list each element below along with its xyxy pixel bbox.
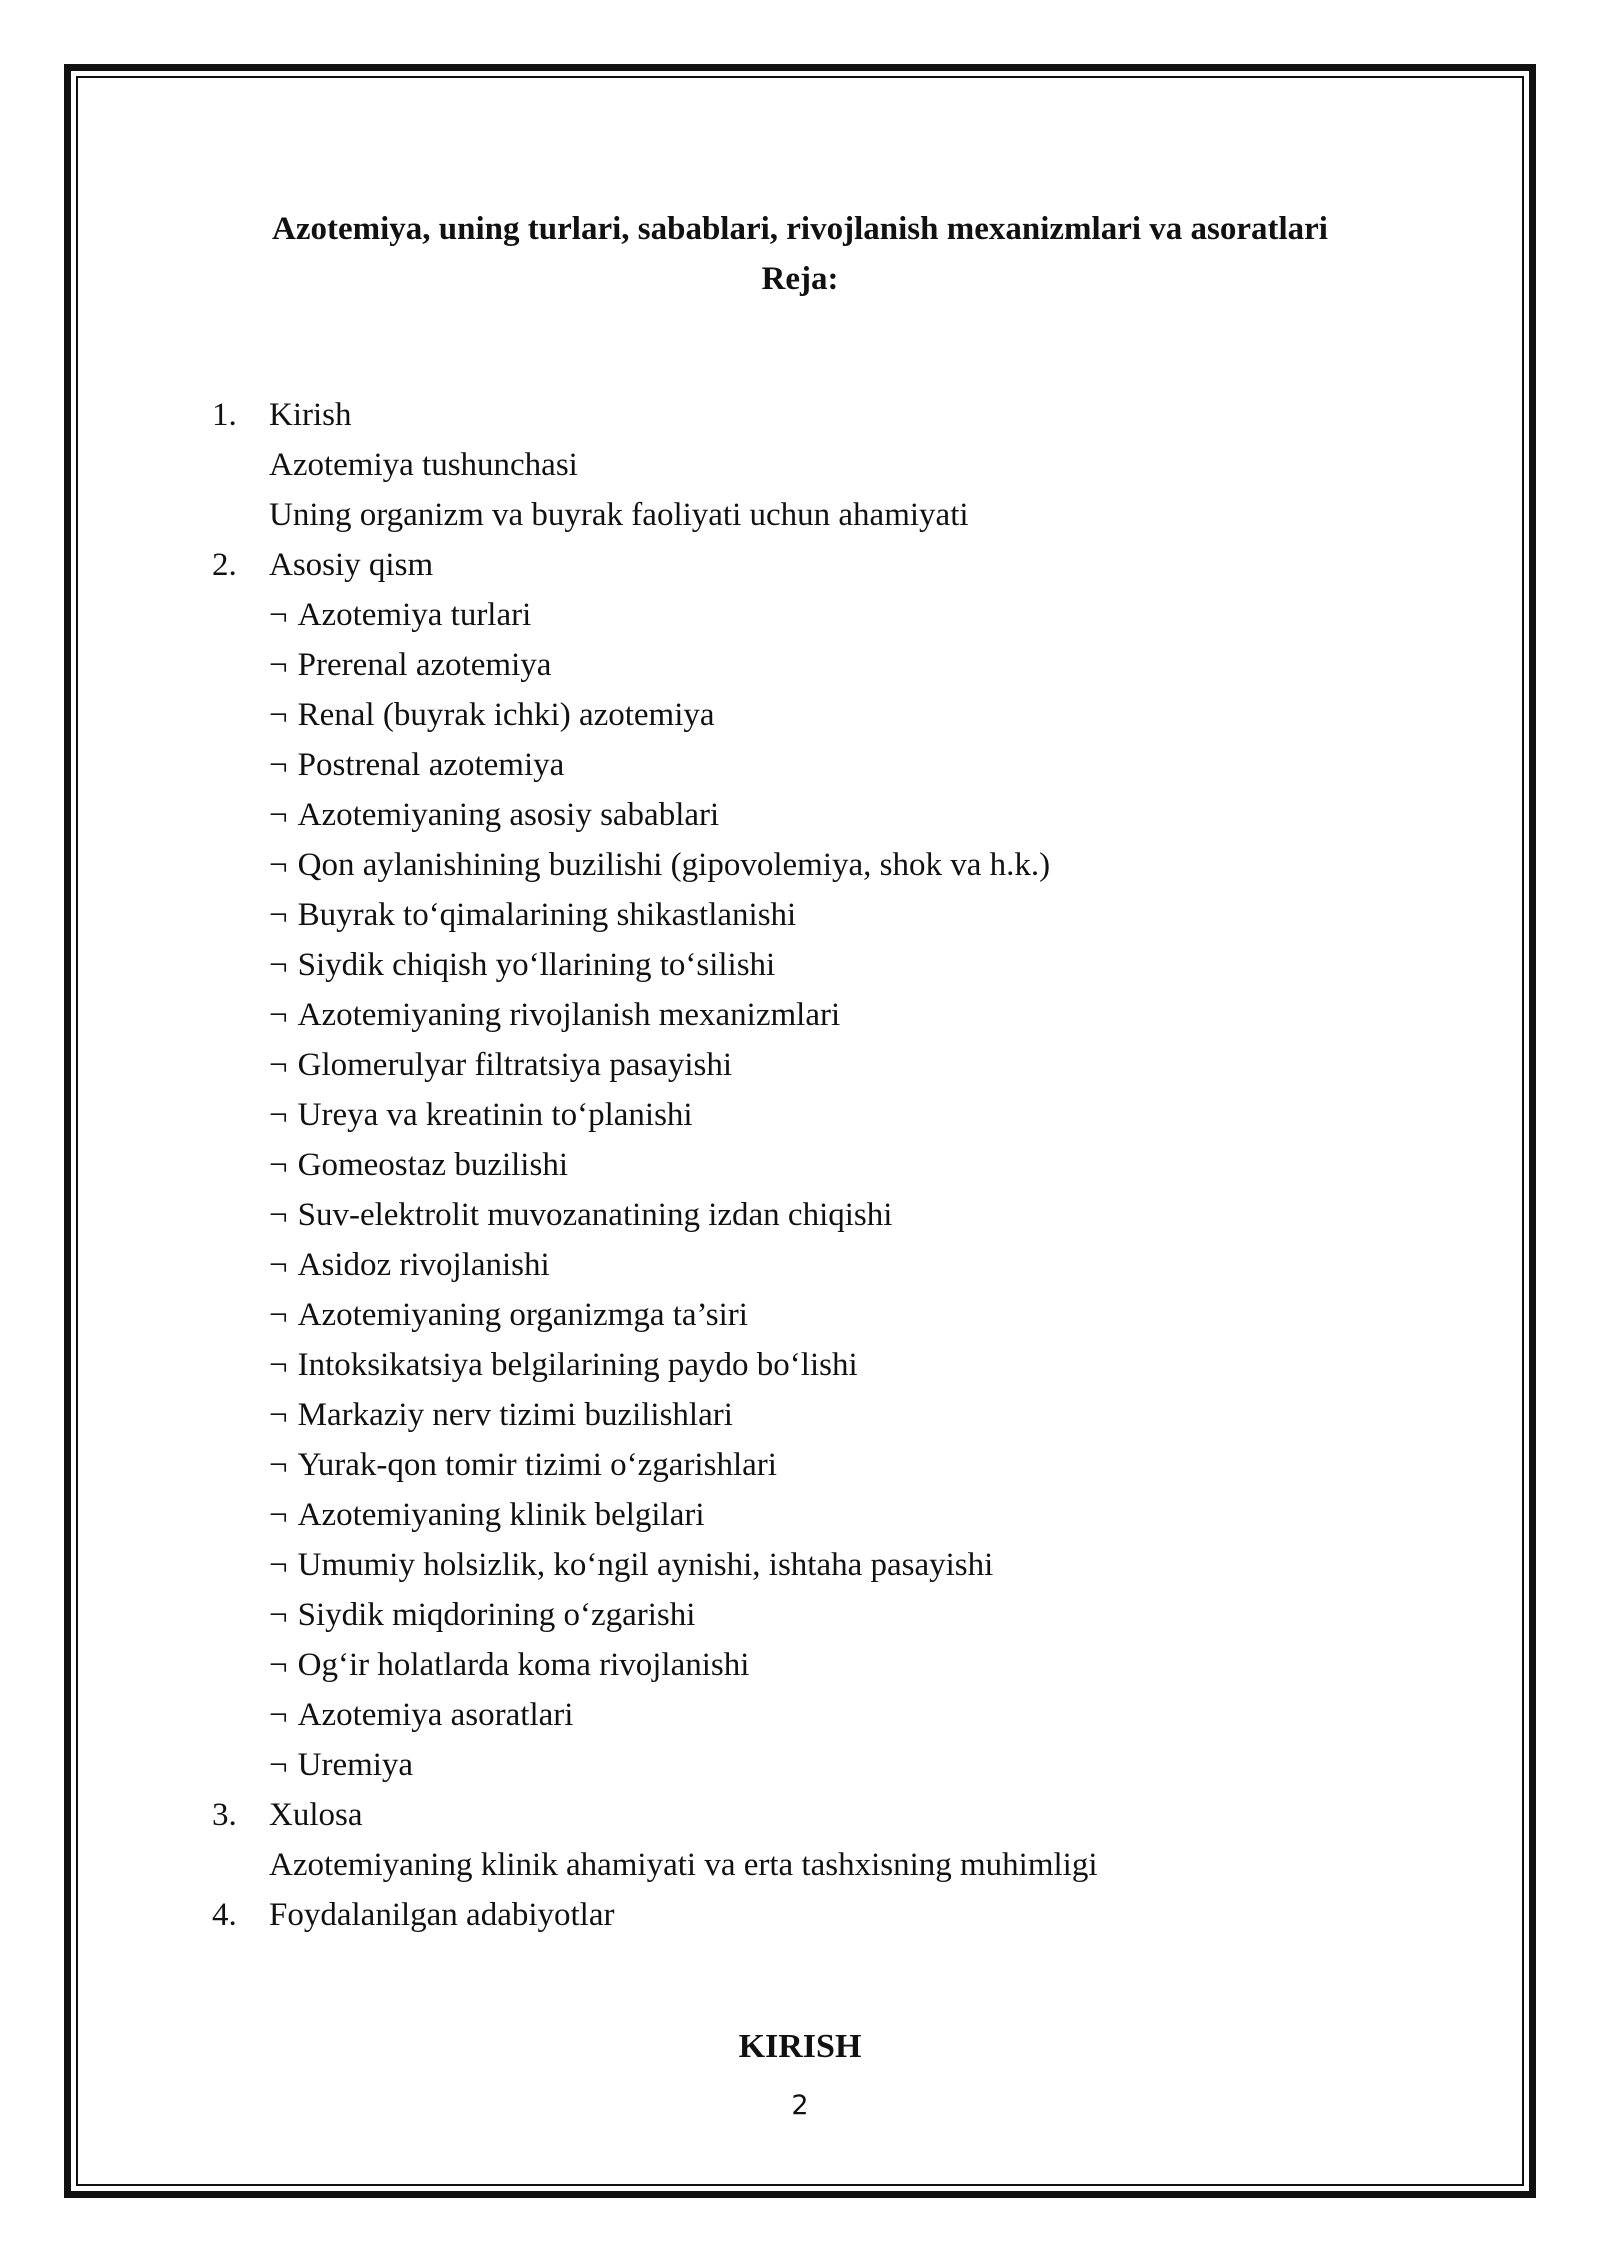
bullet-text: Azotemiyaning asosiy sabablari — [297, 797, 720, 833]
outline-bullet-item — [212, 1690, 1098, 1740]
not-sign-bullet-icon: ¬ — [269, 1697, 288, 1733]
bullet-text: Azotemiyaning klinik belgilari — [297, 1497, 705, 1533]
bullet-text: Glomerulyar filtratsiya pasayishi — [297, 1047, 733, 1083]
outline-bullet-item — [212, 1440, 1098, 1490]
bullet-text: Azotemiyaning rivojlanish mexanizmlari — [297, 997, 841, 1033]
bullet-text: Intoksikatsiya belgilarining paydo bo‘lishi — [297, 1347, 858, 1383]
plan-heading: Reja: — [761, 261, 839, 297]
outline-item — [212, 540, 1098, 590]
outline-item — [212, 1790, 1098, 1840]
outline-bullet-item — [212, 990, 1098, 1040]
outline-bullet-item — [212, 840, 1098, 890]
outline-item — [212, 1890, 1098, 1940]
section-heading: KIRISH — [738, 2028, 862, 2065]
outline-subline: Azotemiya tushunchasi — [269, 447, 578, 483]
bullet-text: Siydik chiqish yo‘llarining to‘silishi — [297, 947, 776, 983]
not-sign-bullet-icon: ¬ — [269, 697, 288, 733]
page-number: 2 — [791, 2090, 809, 2121]
not-sign-bullet-icon: ¬ — [269, 1247, 288, 1283]
outline-bullet-item — [212, 1140, 1098, 1190]
bullet-text: Suv-elektrolit muvozanatining izdan chiqishi — [297, 1197, 893, 1233]
bullet-text: Buyrak to‘qimalarining shikastlanishi — [297, 897, 797, 933]
not-sign-bullet-icon: ¬ — [269, 647, 288, 683]
not-sign-bullet-icon: ¬ — [269, 997, 288, 1033]
outline-bullet-item — [212, 1490, 1098, 1540]
not-sign-bullet-icon: ¬ — [269, 597, 288, 633]
outline-number: 2. — [212, 547, 237, 583]
outline-number: 4. — [212, 1897, 237, 1933]
bullet-text: Azotemiya asoratlari — [297, 1697, 574, 1733]
outline-number: 3. — [212, 1797, 237, 1833]
outline-bullet-item — [212, 1340, 1098, 1390]
outline-subline: Azotemiyaning klinik ahamiyati va erta tashxisning muhimligi — [269, 1847, 1098, 1883]
bullet-text: Renal (buyrak ichki) azotemiya — [297, 697, 715, 733]
not-sign-bullet-icon: ¬ — [269, 1647, 288, 1683]
not-sign-bullet-icon: ¬ — [269, 847, 288, 883]
outline-subline: Uning organizm va buyrak faoliyati uchun ahamiyati — [269, 497, 969, 533]
outline-item — [212, 390, 1098, 440]
bullet-text: Umumiy holsizlik, ko‘ngil aynishi, ishtaha pasayishi — [297, 1547, 994, 1583]
outline-label: Asosiy qism — [269, 547, 434, 583]
outline-bullet-item — [212, 1740, 1098, 1790]
bullet-text: Uremiya — [297, 1747, 414, 1783]
not-sign-bullet-icon: ¬ — [269, 947, 288, 983]
outline-bullet-item — [212, 690, 1098, 740]
not-sign-bullet-icon: ¬ — [269, 1497, 288, 1533]
outline-bullet-item — [212, 590, 1098, 640]
outline-bullet-item — [212, 640, 1098, 690]
not-sign-bullet-icon: ¬ — [269, 1447, 288, 1483]
not-sign-bullet-icon: ¬ — [269, 797, 288, 833]
not-sign-bullet-icon: ¬ — [269, 1047, 288, 1083]
bullet-text: Postrenal azotemiya — [297, 747, 565, 783]
not-sign-bullet-icon: ¬ — [269, 747, 288, 783]
outline-bullet-item — [212, 740, 1098, 790]
outline-bullet-item — [212, 1590, 1098, 1640]
not-sign-bullet-icon: ¬ — [269, 1347, 288, 1383]
not-sign-bullet-icon: ¬ — [269, 1297, 288, 1333]
bullet-text: Qon aylanishining buzilishi (gipovolemiya, shok va h.k.) — [297, 847, 1051, 883]
outline-number: 1. — [212, 397, 237, 433]
table-of-contents — [212, 390, 1098, 1940]
not-sign-bullet-icon: ¬ — [269, 1097, 288, 1133]
not-sign-bullet-icon: ¬ — [269, 1397, 288, 1433]
not-sign-bullet-icon: ¬ — [269, 1197, 288, 1233]
bullet-text: Og‘ir holatlarda koma rivojlanishi — [297, 1647, 750, 1683]
not-sign-bullet-icon: ¬ — [269, 1597, 288, 1633]
outline-label: Foydalanilgan adabiyotlar — [269, 1897, 615, 1933]
outline-bullet-item — [212, 1190, 1098, 1240]
bullet-text: Azotemiyaning organizmga ta’siri — [297, 1297, 748, 1333]
bullet-text: Prerenal azotemiya — [297, 647, 552, 683]
bullet-text: Yurak-qon tomir tizimi o‘zgarishlari — [297, 1447, 777, 1483]
not-sign-bullet-icon: ¬ — [269, 1747, 288, 1783]
outline-bullet-item — [212, 1040, 1098, 1090]
outline-bullet-item — [212, 1540, 1098, 1590]
not-sign-bullet-icon: ¬ — [269, 897, 288, 933]
outline-label: Xulosa — [269, 1797, 363, 1833]
bullet-text: Siydik miqdorining o‘zgarishi — [297, 1597, 696, 1633]
outline-bullet-item — [212, 1290, 1098, 1340]
bullet-text: Azotemiya turlari — [297, 597, 532, 633]
document-title: Azotemiya, uning turlari, sabablari, rivojlanish mexanizmlari va asoratlari — [272, 211, 1328, 247]
bullet-text: Markaziy nerv tizimi buzilishlari — [297, 1397, 733, 1433]
not-sign-bullet-icon: ¬ — [269, 1547, 288, 1583]
outline-bullet-item — [212, 890, 1098, 940]
outline-bullet-item — [212, 1390, 1098, 1440]
outline-bullet-item — [212, 1640, 1098, 1690]
outline-bullet-item — [212, 1240, 1098, 1290]
bullet-text: Gomeostaz buzilishi — [297, 1147, 568, 1183]
bullet-text: Ureya va kreatinin to‘planishi — [297, 1097, 693, 1133]
outline-label: Kirish — [269, 397, 352, 433]
outline-bullet-item — [212, 790, 1098, 840]
outline-bullet-item — [212, 1090, 1098, 1140]
not-sign-bullet-icon: ¬ — [269, 1147, 288, 1183]
bullet-text: Asidoz rivojlanishi — [297, 1247, 550, 1283]
outline-bullet-item — [212, 940, 1098, 990]
